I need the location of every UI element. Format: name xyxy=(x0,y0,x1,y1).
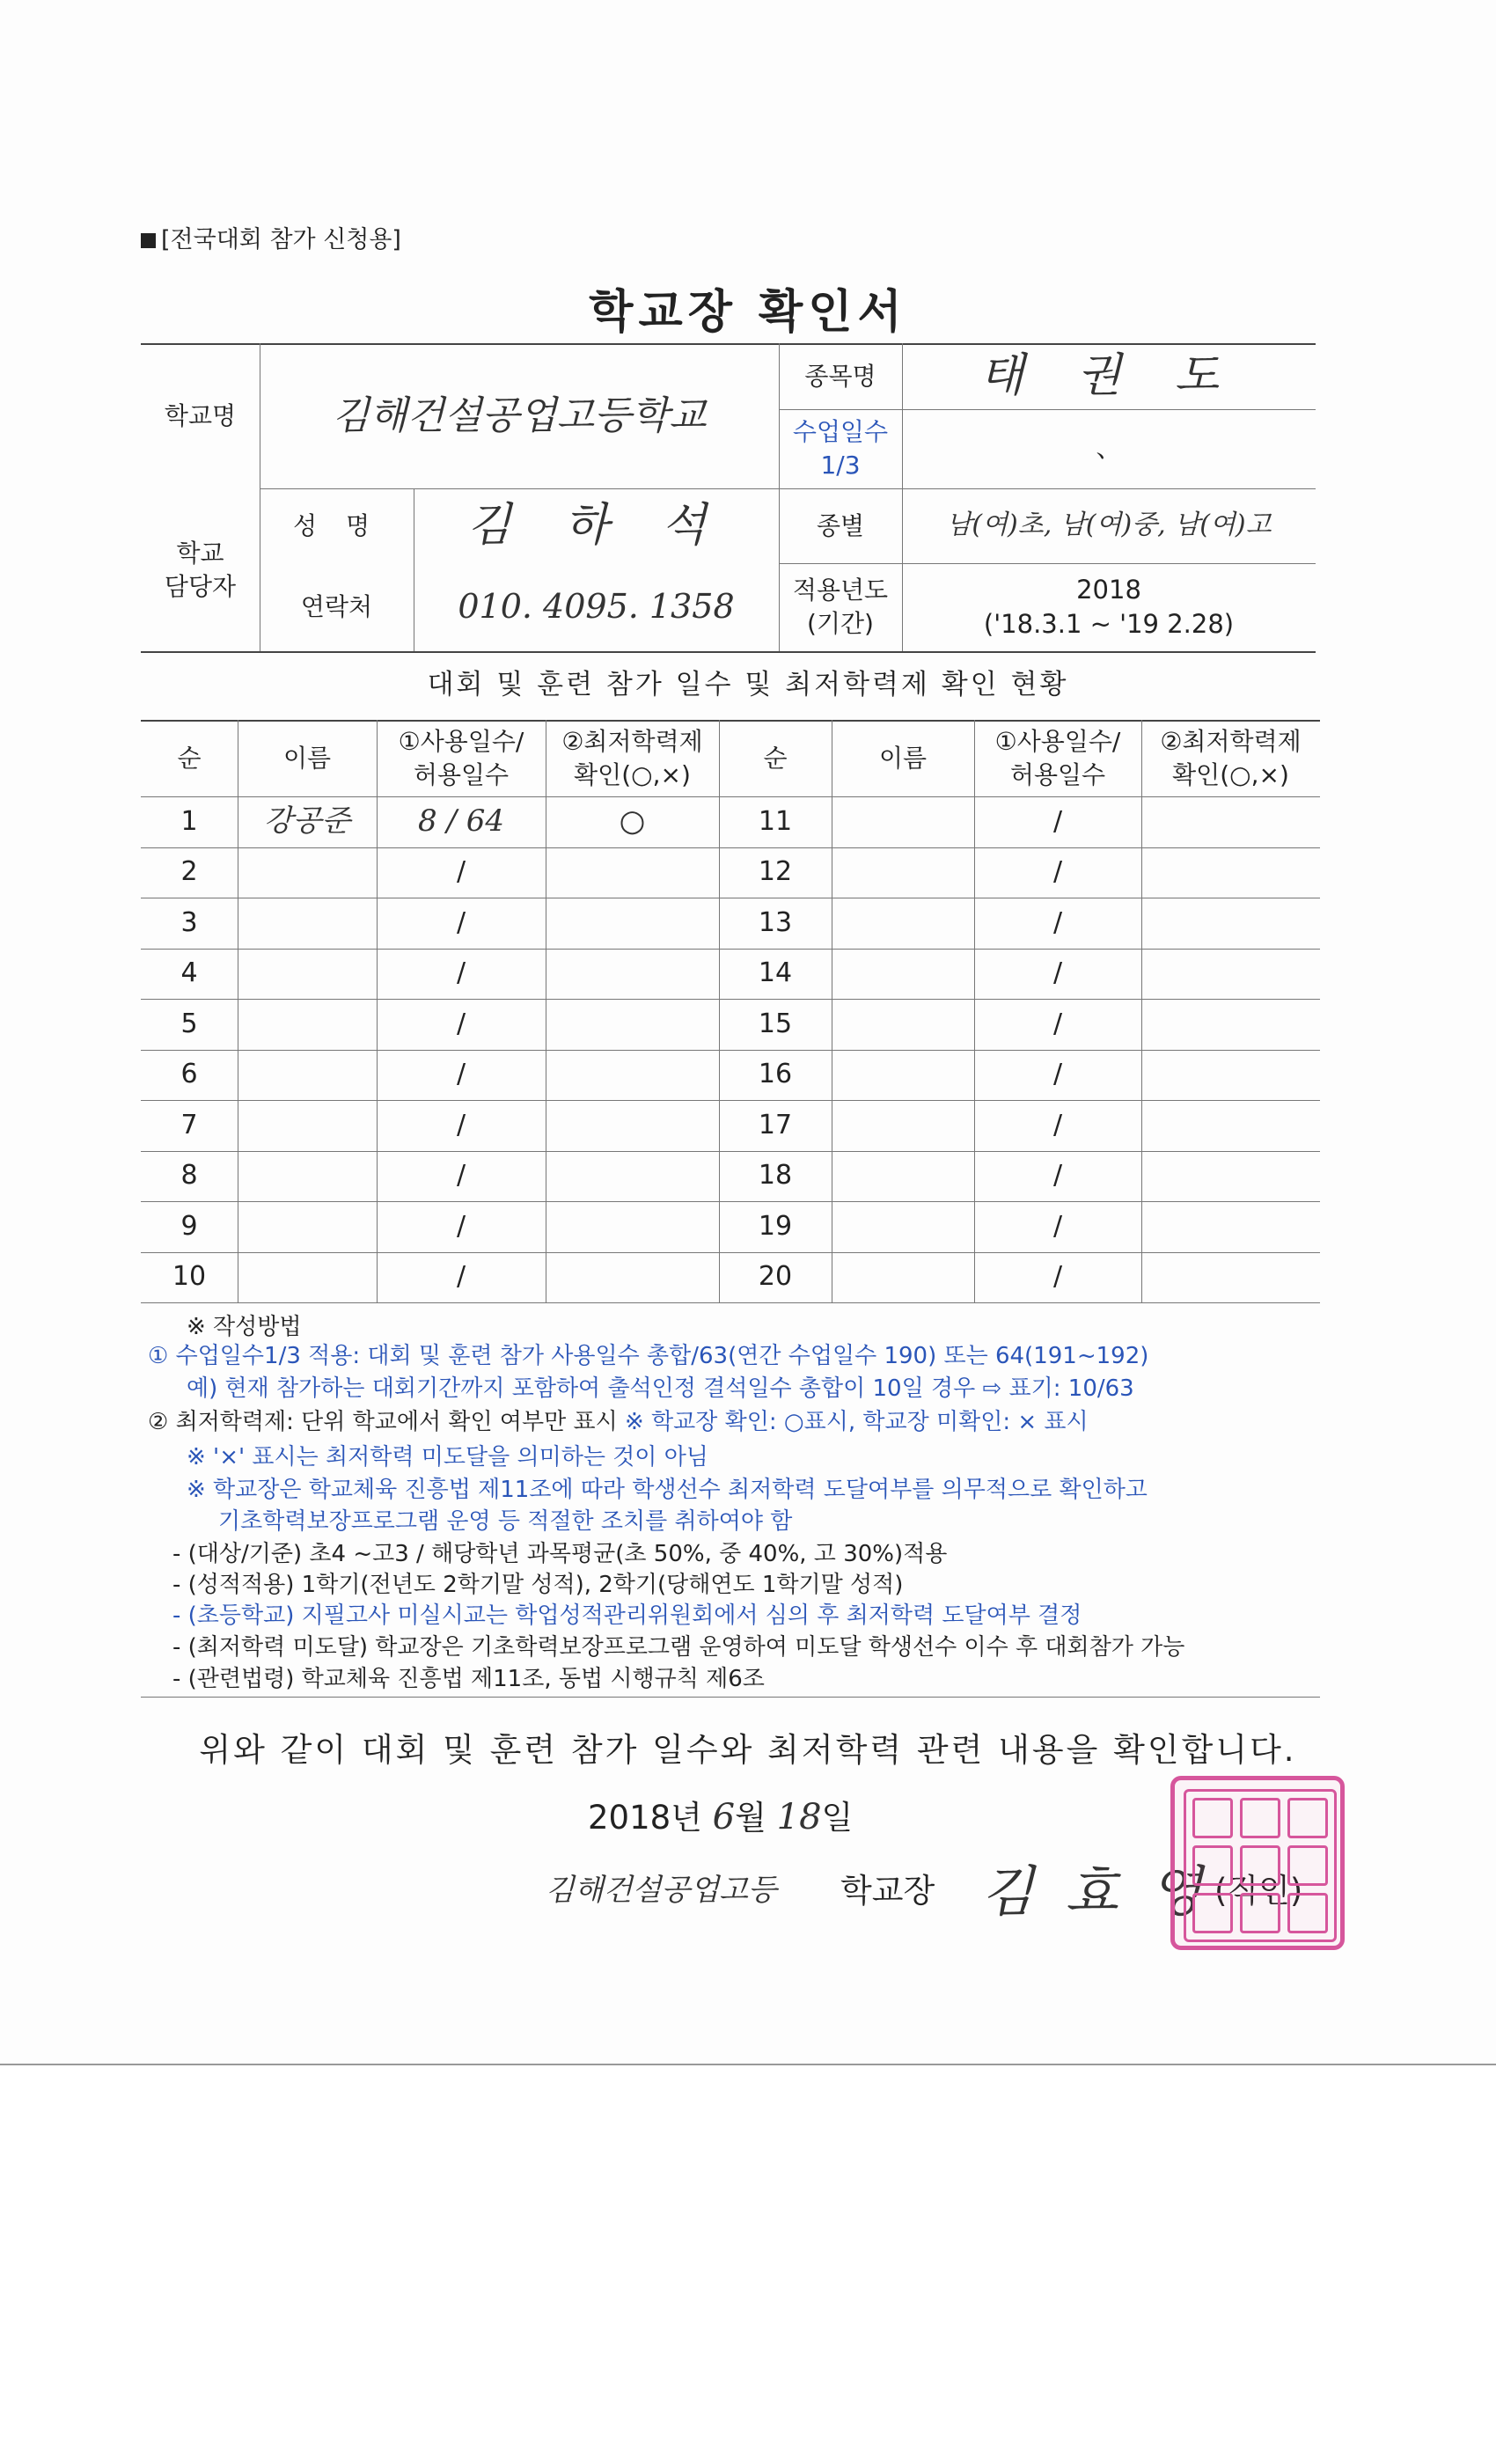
table-cell-confirm xyxy=(1141,796,1320,847)
class-days-label-line2: 1/3 xyxy=(820,451,861,480)
square-bullet-icon xyxy=(141,233,156,248)
table-cell-days: / xyxy=(1052,856,1063,887)
table-cell-no: 20 xyxy=(758,1261,793,1292)
date-day-unit: 일 xyxy=(821,1799,854,1837)
table-cell-days: / xyxy=(456,1261,466,1292)
column-header-text: 확인(○,×) xyxy=(1172,759,1289,789)
table-cell-name xyxy=(238,1050,377,1101)
seal-glyph xyxy=(1287,1893,1328,1933)
principal-signature: 김 효 영 xyxy=(981,1859,1210,1924)
apply-year-label xyxy=(779,563,902,651)
table-cell-days: / xyxy=(1052,1160,1063,1191)
column-header-text: 허용일수 xyxy=(413,759,510,789)
apply-year-value xyxy=(902,563,1316,651)
table-cell-days: / xyxy=(456,1059,466,1089)
table-cell-no: 5 xyxy=(180,1008,198,1039)
table-cell-name xyxy=(832,949,974,1000)
table-cell-confirm xyxy=(546,999,719,1050)
apply-year-value-line1: 2018 xyxy=(1076,574,1141,605)
table-cell-no: 2 xyxy=(180,856,198,887)
category-value: 남(여)초, 남(여)중, 남(여)고 xyxy=(946,510,1272,541)
table-cell-no: 8 xyxy=(180,1160,198,1191)
table-cell-no: 15 xyxy=(758,1008,793,1039)
table-cell-confirm xyxy=(1141,1252,1320,1303)
table-cell-days: / xyxy=(1052,906,1063,938)
table-cell-confirm xyxy=(1141,1201,1320,1252)
table-cell-no: 16 xyxy=(758,1059,793,1089)
table-cell-confirm xyxy=(1141,847,1320,898)
column-header-confirm xyxy=(1141,720,1320,796)
column-header-text: ②최저학력제 xyxy=(561,726,703,756)
date-year: 2018년 xyxy=(588,1799,702,1837)
seal-glyph xyxy=(1192,1845,1233,1886)
note-4a: ※ 학교장은 학교체육 진흥법 제11조에 따라 학생선수 최저학력 도달여부를 의무적으로 확인하고 xyxy=(187,1477,1148,1503)
table-cell-confirm xyxy=(546,847,719,898)
table-cell-no: 19 xyxy=(758,1210,793,1242)
table-cell-no: 11 xyxy=(758,805,793,837)
table-cell-days: 8 / 64 xyxy=(418,803,504,839)
note-1a: ① 수업일수1/3 적용: 대회 및 훈련 참가 사용일수 총합/63(연간 수업일수 190) 또는 64(191~192) xyxy=(148,1343,1149,1369)
table-cell-name xyxy=(238,898,377,949)
table-cell-days: / xyxy=(456,856,466,887)
contact-label: 연락처 xyxy=(300,592,373,622)
info-bottom-border xyxy=(141,651,1316,653)
table-cell-no: 9 xyxy=(180,1210,198,1242)
column-header-confirm xyxy=(546,720,719,796)
class-days-label-line1: 수업일수 xyxy=(792,417,889,447)
table-cell-confirm xyxy=(1141,999,1320,1050)
class-days-label xyxy=(779,409,902,488)
detail-4: - (최저학력 미도달) 학교장은 기초학력보장프로그램 운영하여 미도달 학생선수 이수 후 대회참가 가능 xyxy=(172,1634,1185,1661)
table-cell-name xyxy=(238,1151,377,1202)
seal-glyph xyxy=(1240,1893,1280,1933)
principal-label: 학교장 xyxy=(840,1872,935,1910)
contact-value: 010. 4095. 1358 xyxy=(458,587,735,627)
official-seal-stamp xyxy=(1170,1776,1345,1950)
notes-bottom-border xyxy=(141,1697,1320,1698)
table-cell-name xyxy=(832,1201,974,1252)
school-name-label: 학교명 xyxy=(164,400,237,430)
table-cell-days: / xyxy=(456,1210,466,1242)
manager-label-line2: 담당자 xyxy=(164,571,237,601)
table-cell-confirm xyxy=(546,898,719,949)
column-header-text: 이름 xyxy=(282,743,332,773)
table-cell-name xyxy=(238,1201,377,1252)
seal-glyph xyxy=(1287,1798,1328,1838)
table-cell-days: / xyxy=(1052,1109,1063,1140)
column-header-days xyxy=(974,720,1141,796)
note-4b: 기초학력보장프로그램 운영 등 적절한 조치를 취하여야 함 xyxy=(218,1508,793,1535)
table-cell-name xyxy=(832,1100,974,1151)
person-name-value: 김 하 석 xyxy=(466,499,726,553)
table-cell-days: / xyxy=(456,1160,466,1191)
table-cell-name xyxy=(832,1252,974,1303)
category-label: 종별 xyxy=(816,510,865,540)
manager-label-line1: 학교 xyxy=(176,538,224,568)
person-name-label: 성 명 xyxy=(293,510,380,540)
table-cell-days: / xyxy=(1052,957,1063,988)
column-header-text: 순 xyxy=(763,743,788,773)
table-cell-name xyxy=(238,949,377,1000)
note-3: ※ '×' 표시는 최저학력 미도달을 의미하는 것이 아님 xyxy=(187,1444,708,1470)
table-cell-no: 7 xyxy=(180,1109,198,1140)
issue-date xyxy=(588,1791,853,1838)
table-row-line xyxy=(141,1302,1320,1303)
table-cell-no: 12 xyxy=(758,856,793,887)
class-days-value: 、 xyxy=(1096,433,1122,464)
table-cell-confirm xyxy=(1141,949,1320,1000)
table-cell-no: 4 xyxy=(180,957,198,988)
table-cell-confirm xyxy=(1141,898,1320,949)
manager-label xyxy=(141,488,260,651)
column-header-no xyxy=(141,720,238,796)
table-cell-confirm xyxy=(546,949,719,1000)
section-title: 대회 및 훈련 참가 일수 및 최저학력제 확인 현황 xyxy=(427,669,1069,700)
table-cell-no: 10 xyxy=(172,1261,207,1292)
table-cell-no: 14 xyxy=(758,957,793,988)
column-header-name xyxy=(238,720,377,796)
document-title: 학교장 확인서 xyxy=(589,286,907,339)
column-header-text: ①사용일수/ xyxy=(994,726,1121,756)
table-cell-confirm xyxy=(1141,1100,1320,1151)
table-cell-name xyxy=(832,1050,974,1101)
table-cell-confirm xyxy=(546,1151,719,1202)
column-header-text: 순 xyxy=(177,743,202,773)
table-cell-no: 6 xyxy=(180,1059,198,1089)
table-cell-confirm xyxy=(1141,1050,1320,1101)
apply-year-label-line2: (기간) xyxy=(807,609,874,638)
apply-year-value-line2: ('18.3.1 ~ '19 2.28) xyxy=(983,609,1235,639)
column-header-text: 허용일수 xyxy=(1009,759,1106,789)
table-cell-confirm xyxy=(546,1100,719,1151)
table-cell-days: / xyxy=(456,957,466,988)
notes-heading: ※ 작성방법 xyxy=(187,1314,302,1340)
apply-year-label-line1: 적용년도 xyxy=(792,576,889,605)
date-day: 18 xyxy=(776,1797,822,1837)
note-2-text: ② 최저학력제: 단위 학교에서 확인 여부만 표시 xyxy=(148,1409,618,1435)
table-cell-no: 1 xyxy=(180,805,198,837)
detail-3: - (초등학교) 지필고사 미실시교는 학업성적관리위원회에서 심의 후 최저학력 도달여부 결정 xyxy=(172,1602,1082,1629)
note-2-confirm: ※ 학교장 확인: ○표시, 학교장 미확인: × 표시 xyxy=(625,1409,1089,1435)
column-header-no xyxy=(719,720,832,796)
detail-5: - (관련법령) 학교체육 진흥법 제11조, 동법 시행규칙 제6조 xyxy=(172,1666,765,1692)
table-cell-name xyxy=(238,1100,377,1151)
table-cell-name xyxy=(238,847,377,898)
table-cell-confirm xyxy=(1141,1151,1320,1202)
table-cell-days: / xyxy=(1052,1261,1063,1292)
table-cell-days: / xyxy=(1052,1210,1063,1242)
table-cell-no: 13 xyxy=(758,906,793,938)
column-header-days xyxy=(377,720,546,796)
seal-glyph xyxy=(1287,1845,1328,1886)
table-cell-name xyxy=(832,898,974,949)
school-name-value: 김해건설공업고등학교 xyxy=(332,392,707,438)
table-cell-name xyxy=(832,796,974,847)
detail-2: - (성적적용) 1학기(전년도 2학기말 성적), 2학기(당해연도 1학기말 성적) xyxy=(172,1572,904,1598)
school-name-handwritten: 김해건설공업고등 xyxy=(546,1873,777,1908)
seal-glyph xyxy=(1240,1845,1280,1886)
sport-label: 종목명 xyxy=(804,361,876,391)
table-cell-days: / xyxy=(1052,805,1063,837)
column-header-name xyxy=(832,720,974,796)
table-cell-no: 18 xyxy=(758,1160,793,1191)
date-month-unit: 월 xyxy=(735,1799,766,1837)
table-cell-days: / xyxy=(1052,1008,1063,1039)
table-cell-name xyxy=(238,1252,377,1303)
table-cell-confirm xyxy=(546,1201,719,1252)
seal-glyph xyxy=(1192,1893,1233,1933)
table-cell-no: 17 xyxy=(758,1109,793,1140)
table-cell-name: 강공준 xyxy=(263,803,351,839)
column-header-text: ①사용일수/ xyxy=(398,726,524,756)
table-cell-days: / xyxy=(456,1109,466,1140)
column-header-text: 이름 xyxy=(878,743,928,773)
date-month: 6 xyxy=(712,1797,736,1837)
form-tag xyxy=(141,220,401,254)
detail-1: - (대상/기준) 초4 ~고3 / 해당학년 과목평균(초 50%, 중 40%, 고 30%)적용 xyxy=(172,1541,948,1567)
column-header-text: ②최저학력제 xyxy=(1160,726,1302,756)
sport-value: 태 권 도 xyxy=(979,349,1238,403)
table-cell-days: / xyxy=(456,906,466,938)
form-tag-text: [전국대회 참가 신청용] xyxy=(161,226,401,253)
table-cell-name xyxy=(832,847,974,898)
seal-glyph xyxy=(1240,1798,1280,1838)
table-cell-name xyxy=(832,999,974,1050)
confirmation-statement: 위와 같이 대회 및 훈련 참가 일수와 최저학력 관련 내용을 확인합니다. xyxy=(199,1731,1297,1769)
column-header-text: 확인(○,×) xyxy=(574,759,691,789)
seal-label: (직인) xyxy=(1214,1872,1303,1910)
table-cell-days: / xyxy=(1052,1059,1063,1089)
table-cell-name xyxy=(832,1151,974,1202)
table-cell-confirm: ○ xyxy=(619,803,646,839)
table-cell-name xyxy=(238,999,377,1050)
table-cell-confirm xyxy=(546,1252,719,1303)
table-cell-no: 3 xyxy=(180,906,198,938)
note-2 xyxy=(148,1408,1089,1438)
seal-glyph xyxy=(1192,1798,1233,1838)
table-cell-confirm xyxy=(546,1050,719,1101)
note-1b: 예) 현재 참가하는 대회기간까지 포함하여 출석인정 결석일수 총합이 10일 경우 ⇨ 표기: 10/63 xyxy=(187,1375,1134,1402)
table-cell-days: / xyxy=(456,1008,466,1039)
